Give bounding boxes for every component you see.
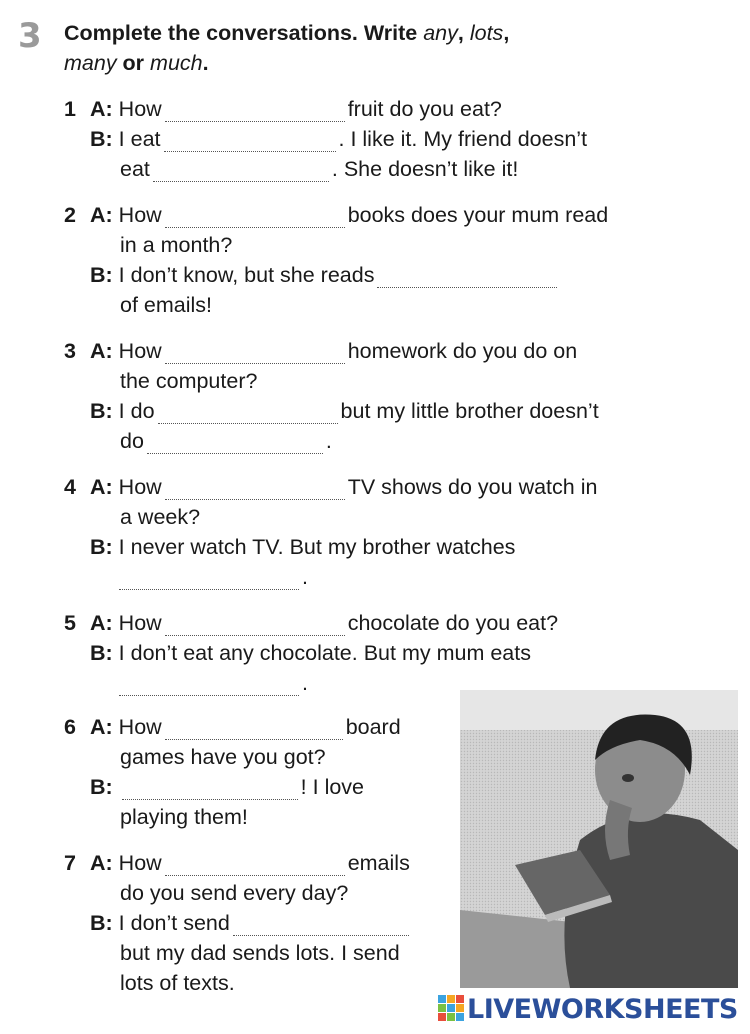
answer-blank-3c[interactable]	[147, 435, 323, 454]
line-text: homework do you do on	[347, 339, 578, 363]
speaker-b: B:	[90, 127, 113, 151]
item-3-line-1	[90, 336, 577, 366]
item-4-line-4	[116, 562, 308, 592]
speaker-b: B:	[90, 775, 113, 799]
liveworksheets-icon	[438, 995, 464, 1021]
speaker-a: A:	[90, 475, 113, 499]
line-text: .	[302, 671, 308, 695]
title-lots: lots	[469, 21, 504, 45]
title-sep: ,	[457, 21, 470, 45]
line-text: I do	[118, 399, 155, 423]
exercise-instructions	[64, 18, 509, 48]
item-7-line-3	[90, 908, 412, 938]
answer-blank-5a[interactable]	[165, 617, 345, 636]
title-much: much	[150, 51, 203, 75]
item-3-line-3	[90, 396, 599, 426]
line-text: .	[325, 429, 332, 453]
line-text: How	[118, 97, 162, 121]
answer-blank-1a[interactable]	[165, 103, 345, 122]
liveworksheets-logo	[438, 994, 738, 1025]
item-number: 3	[64, 339, 76, 363]
answer-blank-7a[interactable]	[165, 857, 345, 876]
item-7-line-4: but my dad sends lots. I send	[120, 941, 400, 965]
line-text: How	[118, 611, 162, 635]
answer-blank-7b[interactable]	[233, 917, 409, 936]
item-4-line-3	[90, 532, 515, 562]
item-4-line-1	[90, 472, 597, 502]
item-number: 1	[64, 97, 76, 121]
item-1-line-3	[120, 154, 518, 184]
item-7-line-2: do you send every day?	[120, 881, 349, 905]
exercise-instructions-line2	[64, 48, 209, 78]
item-1-line-2	[90, 124, 587, 154]
line-text: How	[118, 203, 162, 227]
answer-blank-1b[interactable]	[164, 133, 336, 152]
item-6-line-3	[90, 772, 364, 802]
answer-blank-4a[interactable]	[165, 481, 345, 500]
line-text: I don’t know, but she reads	[118, 263, 375, 287]
item-2-line-4: of emails!	[120, 293, 213, 317]
item-1-line-1	[90, 94, 502, 124]
exercise-number: 3	[18, 16, 42, 56]
answer-blank-2b[interactable]	[377, 269, 557, 288]
title-text: Complete the conversations. Write	[64, 21, 424, 45]
item-3-line-4	[120, 426, 332, 456]
line-text: ! I love	[300, 775, 365, 799]
line-text: chocolate do you eat?	[347, 611, 559, 635]
item-number: 7	[64, 851, 76, 875]
speaker-b: B:	[90, 263, 113, 287]
line-text: but my little brother doesn’t	[340, 399, 599, 423]
speaker-a: A:	[90, 339, 113, 363]
brand-text: LIVEWORKSHEETS	[467, 994, 738, 1025]
item-2-line-2: in a month?	[120, 233, 233, 257]
line-text: How	[118, 715, 162, 739]
item-2-line-1	[90, 200, 608, 230]
item-number: 4	[64, 475, 76, 499]
item-5-line-3	[116, 668, 308, 698]
line-text: . I like it. My friend doesn’t	[338, 127, 588, 151]
line-text: I don’t send	[118, 911, 230, 935]
line-text: How	[118, 339, 162, 363]
item-5-line-2	[90, 638, 531, 668]
line-text: How	[118, 475, 162, 499]
answer-blank-5b[interactable]	[119, 677, 299, 696]
item-3-line-2: the computer?	[120, 369, 258, 393]
line-text: emails	[347, 851, 410, 875]
boy-reading-photo	[460, 690, 738, 988]
item-7-line-1	[90, 848, 410, 878]
speaker-a: A:	[90, 203, 113, 227]
item-6-line-2: games have you got?	[120, 745, 326, 769]
answer-blank-4b[interactable]	[119, 571, 299, 590]
item-5-line-1	[90, 608, 558, 638]
title-sep: ,	[503, 21, 510, 45]
item-2-line-3	[90, 260, 560, 290]
speaker-a: A:	[90, 611, 113, 635]
title-end: .	[202, 51, 209, 75]
answer-blank-1c[interactable]	[153, 163, 329, 182]
item-number: 6	[64, 715, 76, 739]
item-6-line-1	[90, 712, 401, 742]
line-text: I never watch TV. But my brother watches	[118, 535, 516, 559]
answer-blank-3a[interactable]	[165, 345, 345, 364]
item-4-line-2: a week?	[120, 505, 201, 529]
speaker-a: A:	[90, 97, 113, 121]
speaker-b: B:	[90, 399, 113, 423]
answer-blank-3b[interactable]	[158, 405, 338, 424]
line-text: .	[302, 565, 308, 589]
line-text: books does your mum read	[347, 203, 609, 227]
answer-blank-6b[interactable]	[122, 781, 298, 800]
title-or: or	[116, 51, 151, 75]
line-text: TV shows do you watch in	[347, 475, 598, 499]
answer-blank-6a[interactable]	[165, 721, 343, 740]
item-6-line-4: playing them!	[120, 805, 248, 829]
answer-blank-2a[interactable]	[165, 209, 345, 228]
photo-illustration	[460, 690, 738, 988]
line-text: How	[118, 851, 162, 875]
title-any: any	[423, 21, 458, 45]
line-text: I eat	[118, 127, 161, 151]
line-text: fruit do you eat?	[347, 97, 502, 121]
line-text: do	[120, 429, 144, 453]
line-text: . She doesn’t like it!	[331, 157, 519, 181]
speaker-a: A:	[90, 715, 113, 739]
speaker-b: B:	[90, 535, 113, 559]
title-many: many	[64, 51, 117, 75]
speaker-b: B:	[90, 911, 113, 935]
speaker-a: A:	[90, 851, 113, 875]
line-text: eat	[120, 157, 150, 181]
line-text: board	[345, 715, 401, 739]
item-7-line-5: lots of texts.	[120, 971, 235, 995]
item-number: 5	[64, 611, 76, 635]
line-text: I don’t eat any chocolate. But my mum eats	[118, 641, 531, 665]
speaker-b: B:	[90, 641, 113, 665]
item-number: 2	[64, 203, 76, 227]
